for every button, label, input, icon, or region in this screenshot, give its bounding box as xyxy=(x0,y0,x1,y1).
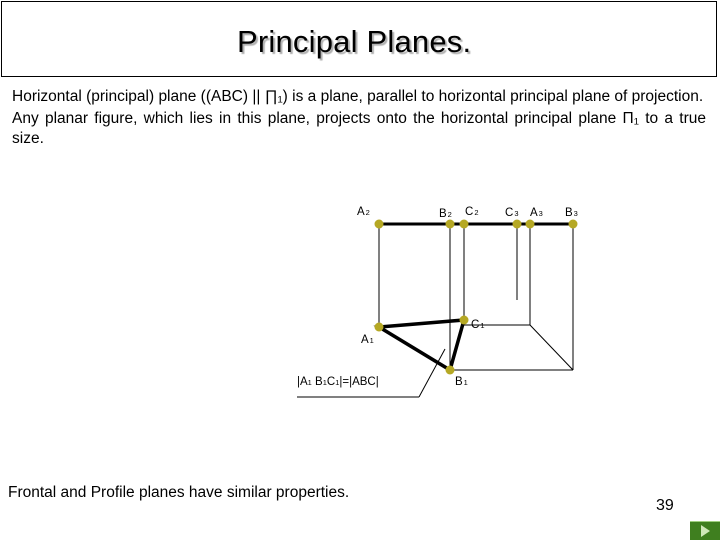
label-a1: A1 xyxy=(361,334,374,346)
label-b3: B3 xyxy=(565,207,578,219)
label-c3: C3 xyxy=(505,207,519,219)
label-c2: C2 xyxy=(465,206,479,218)
paragraph-true-size: Any planar figure, which lies in this plane, projects onto the horizontal principal plane Π₁ to a true size. xyxy=(12,109,706,147)
slide-title: Principal Planes. xyxy=(237,24,472,59)
point-c1 xyxy=(460,316,469,325)
point-a3 xyxy=(526,220,535,229)
next-slide-button[interactable] xyxy=(690,521,720,540)
label-b1: B1 xyxy=(455,376,468,388)
construction-lines xyxy=(379,224,573,397)
point-b2 xyxy=(446,220,455,229)
point-b3 xyxy=(569,220,578,229)
label-b2: B2 xyxy=(439,208,452,220)
next-arrow-icon xyxy=(701,525,710,537)
triangle-a1b1c1 xyxy=(379,320,464,370)
label-a2: A2 xyxy=(357,206,370,218)
projection-points xyxy=(375,220,578,375)
true-size-equation: |A1 B1C1|=|ABC| xyxy=(297,376,379,388)
point-a1 xyxy=(375,323,384,332)
point-b1 xyxy=(446,366,455,375)
paragraph-horizontal-plane: Horizontal (principal) plane ((ABC) || ∏₁) is a plane, parallel to horizontal principal plane of projection. xyxy=(12,88,704,105)
point-c3 xyxy=(513,220,522,229)
point-a2 xyxy=(375,220,384,229)
footer-note: Frontal and Profile planes have similar properties. xyxy=(8,484,350,501)
label-a3: A3 xyxy=(530,207,543,219)
page-number: 39 xyxy=(656,497,674,514)
label-c1: C1 xyxy=(471,319,485,331)
point-c2 xyxy=(460,220,469,229)
